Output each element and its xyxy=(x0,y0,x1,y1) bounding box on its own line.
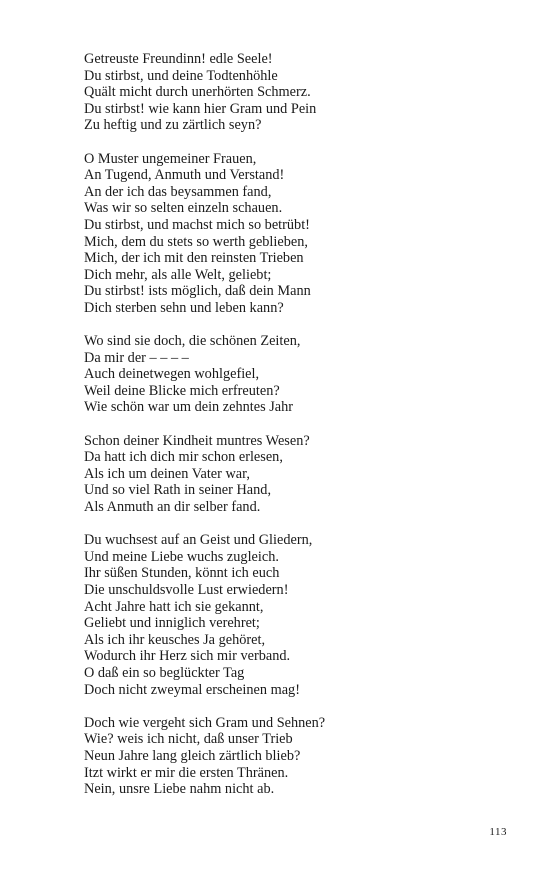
stanza-2 xyxy=(84,151,504,317)
verse-line: Was wir so selten einzeln schauen. xyxy=(84,200,283,217)
verse-line: Wie schön war um dein zehntes Jahr xyxy=(84,399,294,416)
verse-line: An Tugend, Anmuth und Verstand! xyxy=(84,167,285,184)
verse-line: O daß ein so beglückter Tag xyxy=(84,664,245,681)
verse-line: Als ich ihr keusches Ja gehöret, xyxy=(84,631,266,648)
verse-line: Nein, unsre Liebe nahm nicht ab. xyxy=(84,781,275,798)
verse-line: Und so viel Rath in seiner Hand, xyxy=(84,482,272,499)
verse-line: Du stirbst, und machst mich so betrübt! xyxy=(84,216,310,233)
poem-text xyxy=(84,51,504,814)
verse-line: Da mir der – – – – xyxy=(84,349,189,366)
verse-line: Du stirbst, und deine Todtenhöhle xyxy=(84,67,278,84)
verse-line: Du stirbst! wie kann hier Gram und Pein xyxy=(84,100,317,117)
verse-line: Schon deiner Kindheit muntres Wesen? xyxy=(84,432,310,449)
stanza-4 xyxy=(84,433,504,516)
verse-line: An der ich das beysammen fand, xyxy=(84,183,272,200)
verse-line: Zu heftig und zu zärtlich seyn? xyxy=(84,117,262,134)
verse-line: Geliebt und inniglich verehret; xyxy=(84,615,260,632)
verse-line: Wo sind sie doch, die schönen Zeiten, xyxy=(84,333,301,350)
verse-line: Du stirbst! ists möglich, daß dein Mann xyxy=(84,283,311,300)
verse-line: Auch deinetwegen wohlgefiel, xyxy=(84,366,260,383)
stanza-5 xyxy=(84,532,504,698)
verse-line: Getreuste Freundinn! edle Seele! xyxy=(84,51,273,67)
verse-line: Und meine Liebe wuchs zugleich. xyxy=(84,548,279,565)
verse-line: Weil deine Blicke mich erfreuten? xyxy=(84,382,280,399)
verse-line: Dich sterben sehn und leben kann? xyxy=(84,299,284,316)
stanza-6 xyxy=(84,715,504,798)
verse-line: Ihr süßen Stunden, könnt ich euch xyxy=(84,565,280,582)
verse-line: Als ich um deinen Vater war, xyxy=(84,465,250,482)
verse-line: Mich, der ich mit den reinsten Trieben xyxy=(84,250,304,267)
stanza-3 xyxy=(84,333,504,416)
verse-line: Mich, dem du stets so werth geblieben, xyxy=(84,233,308,250)
verse-line: Acht Jahre hatt ich sie gekannt, xyxy=(84,598,264,615)
verse-line: Wodurch ihr Herz sich mir verband. xyxy=(84,648,291,665)
stanza-1 xyxy=(84,51,504,134)
verse-line: Neun Jahre lang gleich zärtlich blieb? xyxy=(84,747,301,764)
page-number: 113 xyxy=(489,826,507,838)
verse-line: O Muster ungemeiner Frauen, xyxy=(84,150,257,167)
verse-line: Da hatt ich dich mir schon erlesen, xyxy=(84,449,283,466)
verse-line: Itzt wirkt er mir die ersten Thränen. xyxy=(84,764,289,781)
verse-line: Doch wie vergeht sich Gram und Sehnen? xyxy=(84,714,326,731)
verse-line: Dich mehr, als alle Welt, geliebt; xyxy=(84,266,272,283)
verse-line: Quält micht durch unerhörten Schmerz. xyxy=(84,84,311,101)
verse-line: Wie? weis ich nicht, daß unser Trieb xyxy=(84,731,293,748)
verse-line: Doch nicht zweymal erscheinen mag! xyxy=(84,681,300,698)
verse-line: Als Anmuth an dir selber fand. xyxy=(84,499,261,516)
verse-line: Du wuchsest auf an Geist und Gliedern, xyxy=(84,532,313,549)
verse-line: Die unschuldsvolle Lust erwiedern! xyxy=(84,582,289,598)
